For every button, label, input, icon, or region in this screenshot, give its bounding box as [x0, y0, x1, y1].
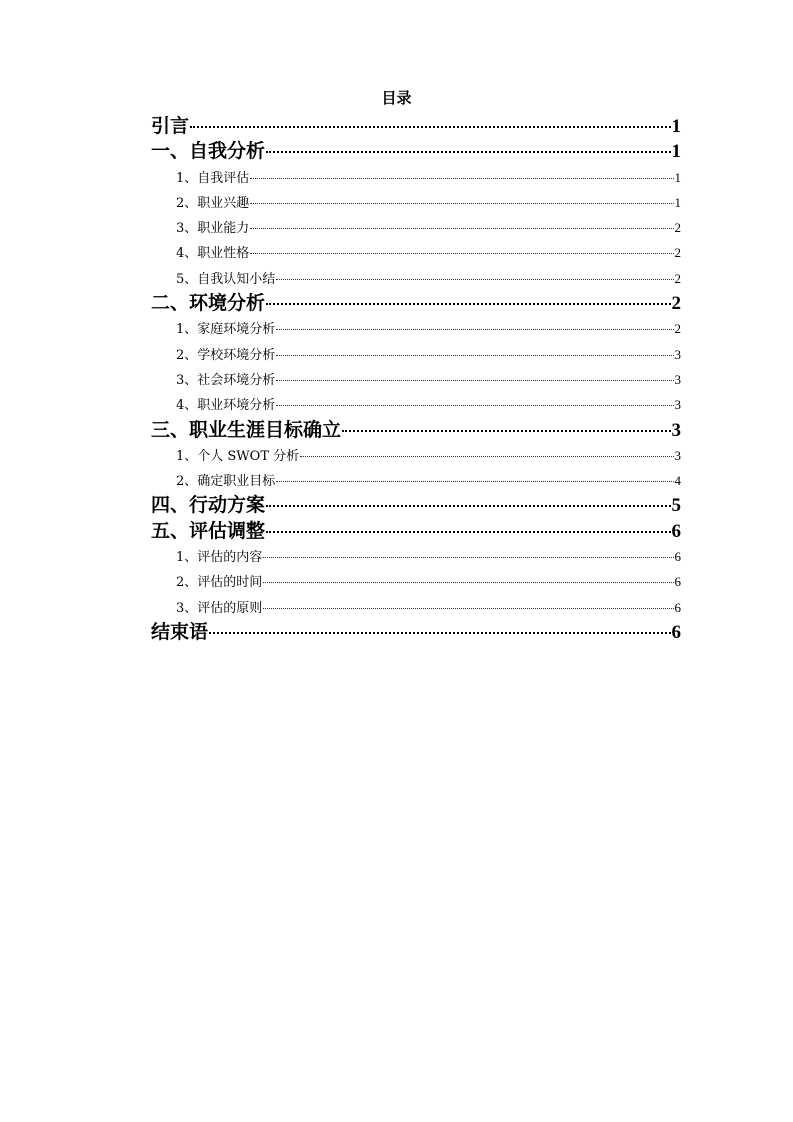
- toc-entry-label: 3、评估的原则: [176, 600, 263, 616]
- toc-entry-label: 3、职业能力: [176, 221, 250, 237]
- toc-page-number: 1: [671, 141, 681, 163]
- toc-page-number: 3: [674, 447, 681, 463]
- toc-section-entry[interactable]: [151, 569, 681, 594]
- toc-chapter-entry[interactable]: [151, 139, 681, 164]
- toc-section-entry[interactable]: [151, 443, 681, 468]
- toc-section-entry[interactable]: [151, 215, 681, 240]
- toc-entry-label: 1、自我评估: [176, 170, 250, 186]
- toc-page-number: 6: [674, 549, 681, 565]
- toc-page-number: 3: [671, 419, 681, 441]
- toc-leader-dots: [276, 405, 673, 406]
- toc-entry-label: 一、自我分析: [151, 140, 266, 163]
- toc-chapter-entry[interactable]: [151, 291, 681, 316]
- toc-entry-label: 三、职业生涯目标确立: [151, 418, 342, 441]
- toc-page-number: 2: [674, 245, 681, 261]
- toc-leader-dots: [263, 582, 673, 583]
- toc-section-entry[interactable]: [151, 165, 681, 190]
- toc-entry-label: 引言: [151, 115, 190, 137]
- toc-chapter-entry[interactable]: [151, 519, 681, 544]
- toc-leader-dots: [276, 481, 673, 482]
- toc-entry-label: 4、职业环境分析: [176, 398, 276, 414]
- toc-page-number: 5: [671, 495, 681, 517]
- toc-leader-dots: [276, 329, 673, 330]
- toc-page-number: 2: [671, 293, 681, 315]
- toc-leader-dots: [266, 303, 670, 305]
- toc-entry-label: 1、个人 SWOT 分析: [176, 448, 300, 464]
- toc-page-number: 6: [674, 599, 681, 615]
- toc-chapter-entry[interactable]: [151, 620, 681, 645]
- toc-leader-dots: [250, 203, 673, 204]
- toc-page-number: 2: [674, 220, 681, 236]
- toc-section-entry[interactable]: [151, 266, 681, 291]
- toc-entry-label: 五、评估调整: [151, 519, 266, 542]
- toc-page-number: 2: [674, 321, 681, 337]
- toc-entry-label: 4、职业性格: [176, 246, 250, 262]
- toc-leader-dots: [300, 456, 673, 457]
- toc-chapter-entry[interactable]: [151, 418, 681, 443]
- toc-leader-dots: [342, 430, 670, 432]
- toc-entry-label: 2、评估的时间: [176, 575, 263, 591]
- toc-entry-label: 2、确定职业目标: [176, 474, 276, 490]
- toc-page-number: 3: [674, 371, 681, 387]
- toc-section-entry[interactable]: [151, 342, 681, 367]
- toc-page-number: 6: [671, 520, 681, 542]
- toc-chapter-entry[interactable]: [151, 114, 681, 139]
- toc-page-number: 2: [674, 270, 681, 286]
- toc-leader-dots: [250, 178, 673, 179]
- toc-section-entry[interactable]: [151, 468, 681, 493]
- toc-page-number: 6: [674, 574, 681, 590]
- toc-leader-dots: [276, 279, 673, 280]
- toc-leader-dots: [266, 151, 670, 153]
- toc-entry-label: 2、职业兴趣: [176, 195, 250, 211]
- toc-leader-dots: [190, 126, 670, 128]
- toc-entry-label: 结束语: [151, 620, 209, 643]
- toc-section-entry[interactable]: [151, 316, 681, 341]
- toc-leader-dots: [250, 253, 673, 254]
- toc-leader-dots: [263, 608, 673, 609]
- toc-chapter-entry[interactable]: [151, 493, 681, 518]
- toc-page-number: 1: [674, 169, 681, 185]
- toc-entry-label: 3、社会环境分析: [176, 372, 276, 388]
- toc-leader-dots: [209, 632, 670, 634]
- toc-page-number: 1: [674, 194, 681, 210]
- toc-section-entry[interactable]: [151, 367, 681, 392]
- toc-section-entry[interactable]: [151, 544, 681, 569]
- toc-page-number: 3: [674, 346, 681, 362]
- toc-page-number: 6: [671, 621, 681, 643]
- toc-leader-dots: [250, 228, 673, 229]
- toc-section-entry[interactable]: [151, 190, 681, 215]
- toc-entry-label: 2、学校环境分析: [176, 347, 276, 363]
- toc-entry-label: 1、家庭环境分析: [176, 322, 276, 338]
- toc-entry-label: 1、评估的内容: [176, 550, 263, 566]
- toc-section-entry[interactable]: [151, 392, 681, 417]
- toc-entry-label: 二、环境分析: [151, 292, 266, 315]
- toc-leader-dots: [263, 557, 673, 558]
- table-of-contents: [151, 114, 681, 645]
- toc-leader-dots: [276, 355, 673, 356]
- toc-title: 目录: [381, 89, 412, 107]
- toc-page-number: 1: [671, 116, 681, 137]
- toc-section-entry[interactable]: [151, 595, 681, 620]
- toc-section-entry[interactable]: [151, 240, 681, 265]
- toc-leader-dots: [266, 531, 670, 533]
- toc-page-number: 4: [674, 473, 681, 489]
- toc-entry-label: 5、自我认知小结: [176, 271, 276, 287]
- toc-leader-dots: [276, 380, 673, 381]
- toc-page-number: 3: [674, 397, 681, 413]
- toc-leader-dots: [266, 505, 670, 507]
- toc-entry-label: 四、行动方案: [151, 494, 266, 517]
